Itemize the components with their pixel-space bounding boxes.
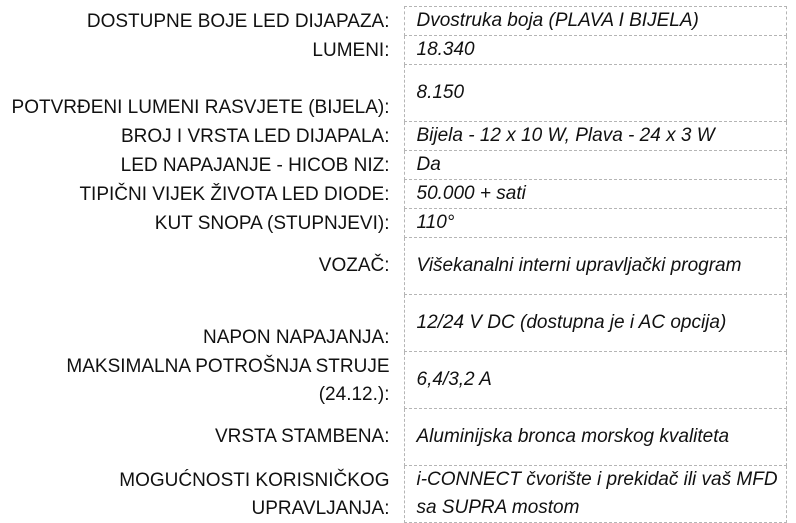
spec-row-led-power xyxy=(0,151,786,180)
spec-value: Višekanalni interni upravljački program xyxy=(404,238,786,295)
spec-label: LUMENI: xyxy=(312,39,390,61)
spec-value: Dvostruka boja (PLAVA I BIJELA) xyxy=(404,7,786,36)
spec-value: 6,4/3,2 A xyxy=(404,352,786,409)
spec-label: MOGUĆNOSTI KORISNIČKOG UPRAVLJANJA: xyxy=(119,469,390,519)
spec-label: KUT SNOPA (STUPNJEVI): xyxy=(154,212,390,234)
spec-row-led-count-type xyxy=(0,122,786,151)
spec-row-housing-type xyxy=(0,409,786,466)
spec-row-max-current xyxy=(0,352,786,409)
spec-label: POTVRĐENI LUMENI RASVJETE (BIJELA): xyxy=(11,96,390,118)
spec-value: Aluminijska bronca morskog kvaliteta xyxy=(404,409,786,466)
spec-value: 50.000 + sati xyxy=(404,180,786,209)
spec-value: 8.150 xyxy=(404,65,786,122)
spec-label: DOSTUPNE BOJE LED DIJAPAZA: xyxy=(86,10,390,32)
spec-row-led-lifetime xyxy=(0,180,786,209)
spec-row-driver xyxy=(0,238,786,295)
spec-row-user-control xyxy=(0,466,786,523)
spec-row-led-colors xyxy=(0,7,786,36)
spec-value: Bijela - 12 x 10 W, Plava - 24 x 3 W xyxy=(404,122,786,151)
spec-row-supply-voltage xyxy=(0,295,786,352)
spec-label: VOZAČ: xyxy=(318,255,390,276)
spec-label: MAKSIMALNA POTROŠNJA STRUJE (24.12.): xyxy=(66,355,390,405)
spec-value: i-CONNECT čvorište i prekidač ili vaš MFD sa SUPRA mostom xyxy=(404,466,786,523)
spec-row-beam-angle xyxy=(0,209,786,238)
spec-value: 110° xyxy=(404,209,786,238)
spec-label: VRSTA STAMBENA: xyxy=(214,426,390,447)
spec-label: TIPIČNI VIJEK ŽIVOTA LED DIODE: xyxy=(79,183,390,205)
spec-row-lumens xyxy=(0,36,786,65)
spec-table xyxy=(0,6,787,523)
spec-value: 12/24 V DC (dostupna je i AC opcija) xyxy=(404,295,786,352)
spec-value: Da xyxy=(404,151,786,180)
spec-label: LED NAPAJANJE - HICOB NIZ: xyxy=(120,154,390,176)
spec-label: BROJ I VRSTA LED DIJAPALA: xyxy=(120,125,390,147)
spec-value: 18.340 xyxy=(404,36,786,65)
spec-label: NAPON NAPAJANJA: xyxy=(202,326,390,348)
spec-row-verified-lumens xyxy=(0,65,786,122)
